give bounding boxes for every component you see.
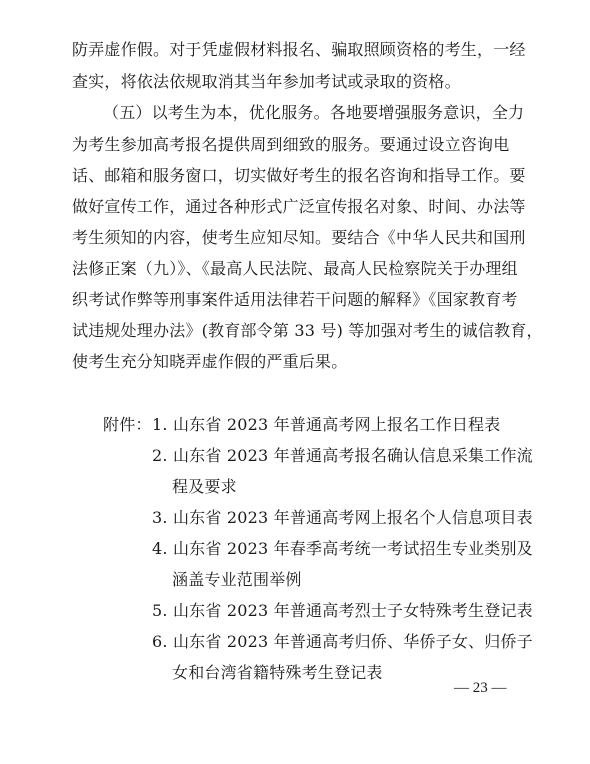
- attachment-item: 1. 山东省 2023 年普通高考网上报名工作日程表: [152, 415, 501, 434]
- attachment-item: 5. 山东省 2023 年普通高考烈士子女特殊考生登记表: [152, 601, 533, 620]
- paragraph-line: 做好宣传工作，通过各种形式广泛宣传报名对象、时间、办法等: [72, 197, 526, 216]
- attachment-item-continuation: 程及要求: [172, 477, 237, 496]
- paragraph-line: 织考试作弊等刑事案件适用法律若干问题的解释》《国家教育考: [72, 290, 518, 309]
- paragraph-line: 试违规处理办法》(教育部令第 33 号) 等加强对考生的诚信教育，: [72, 321, 543, 340]
- attachment-item: 4. 山东省 2023 年春季高考统一考试招生专业类别及: [152, 539, 533, 558]
- attachment-item: 3. 山东省 2023 年普通高考网上报名个人信息项目表: [152, 508, 533, 527]
- paragraph-line: 话、邮箱和服务窗口，切实做好考生的报名咨询和指导工作。要: [72, 166, 526, 185]
- attachments-label: 附件：: [103, 415, 152, 434]
- paragraph-line: 使考生充分知晓弄虚作假的严重后果。: [72, 352, 348, 371]
- section-first-line-text: 各地要增强服务意识，全力: [329, 103, 525, 122]
- section-first-line: [103, 103, 524, 123]
- paragraph-line: 查实，将依法依规取消其当年参加考试或录取的资格。: [72, 72, 461, 91]
- attachment-item-continuation: 女和台湾省籍特殊考生登记表: [172, 663, 383, 682]
- paragraph-line: 法修正案（九）》、《最高人民法院、最高人民检察院关于办理组: [72, 259, 518, 278]
- attachment-item: 6. 山东省 2023 年普通高考归侨、华侨子女、归侨子: [152, 632, 533, 651]
- attachment-item-continuation: 涵盖专业范围举例: [172, 570, 302, 589]
- page-number: — 23 —: [454, 680, 507, 696]
- paragraph-line: 考生须知的内容，使考生应知尽知。要结合《中华人民共和国刑: [72, 228, 526, 247]
- attachment-item: 2. 山东省 2023 年普通高考报名确认信息采集工作流: [152, 446, 533, 465]
- paragraph-line: 为考生参加高考报名提供周到细致的服务。要通过设立咨询电: [72, 135, 510, 154]
- section-heading: （五）以考生为本，优化服务。: [103, 103, 330, 122]
- paragraph-line: 防弄虚作假。对于凭虚假材料报名、骗取照顾资格的考生，一经: [72, 40, 526, 59]
